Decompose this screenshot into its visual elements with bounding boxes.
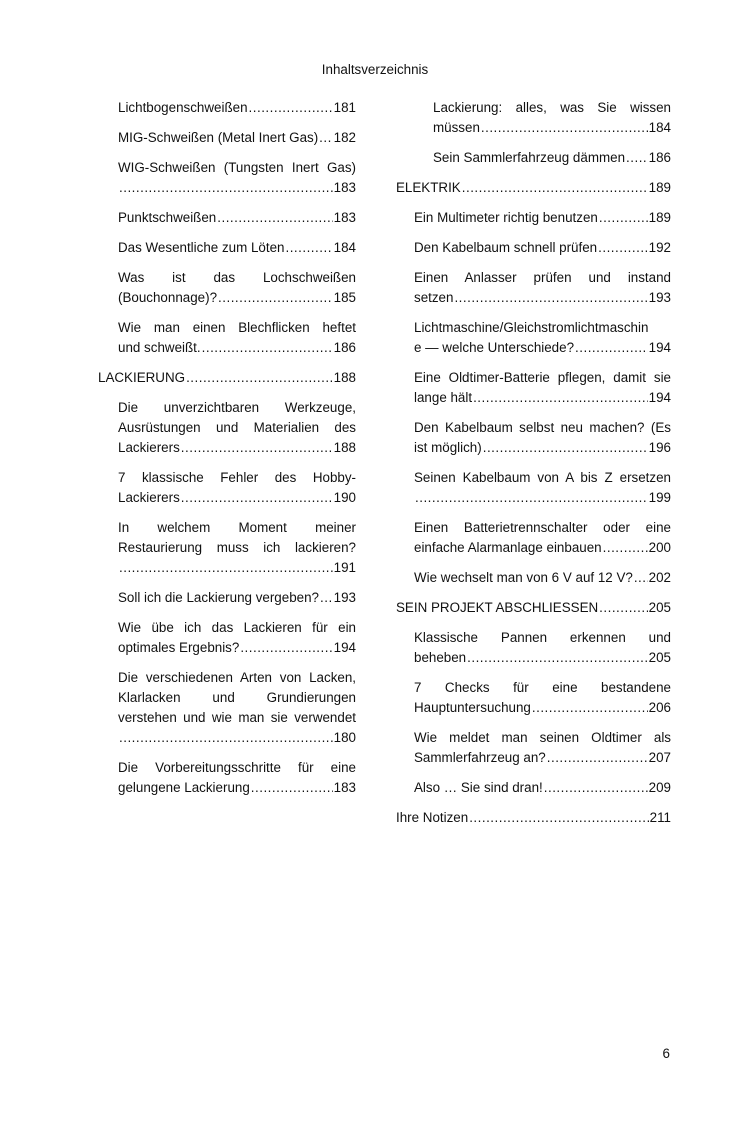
toc-entry-leader-line — [118, 338, 356, 358]
toc-entry-leader-line — [414, 698, 671, 718]
toc-entry-page: 202 — [648, 570, 671, 585]
toc-entry-line: In welchem Moment meiner — [118, 520, 356, 535]
dot-leader — [598, 238, 648, 258]
page-number: 6 — [662, 1046, 670, 1061]
toc-entry[interactable] — [396, 728, 671, 768]
toc-entry-line: Lichtmaschine/Gleichstromlichtmaschin — [414, 320, 649, 335]
toc-entry-line: Seinen Kabelbaum von A bis Z ersetzen — [414, 470, 671, 485]
dot-leader — [186, 368, 333, 388]
toc-entry[interactable] — [98, 368, 356, 388]
toc-entry-leader-line — [118, 178, 356, 198]
dot-leader — [249, 98, 333, 118]
toc-entry-leader-line — [414, 208, 671, 228]
toc-entry-title: SEIN PROJEKT ABSCHLIESSEN — [396, 600, 599, 615]
toc-entry-leader-line — [414, 338, 671, 358]
dot-leader — [217, 208, 332, 228]
dot-leader — [454, 288, 647, 308]
toc-entry-title: müssen — [433, 120, 480, 135]
toc-entry[interactable] — [98, 318, 356, 358]
toc-entry-leader-line — [118, 778, 356, 798]
toc-entry[interactable] — [98, 618, 356, 658]
toc-entry-leader-line — [396, 598, 671, 618]
toc-entry-leader-line — [98, 368, 356, 388]
toc-entry-line: 7 klassische Fehler des Hobby- — [118, 470, 356, 485]
toc-entry-page: 186 — [333, 340, 356, 355]
toc-entry[interactable] — [396, 148, 671, 168]
toc-entry-leader-line — [414, 568, 671, 588]
toc-entry-title: MIG-Schweißen (Metal Inert Gas) — [118, 130, 319, 145]
toc-entry-page: 199 — [648, 490, 671, 505]
toc-entry-line: Wie meldet man seinen Oldtimer als — [414, 730, 671, 745]
toc-entry-title: Das Wesentliche zum Löten — [118, 240, 285, 255]
dot-leader — [469, 808, 648, 828]
toc-entry-line: Die unverzichtbaren Werkzeuge, — [118, 400, 356, 415]
toc-entry-leader-line — [433, 118, 671, 138]
toc-entry[interactable] — [396, 418, 671, 458]
toc-entry-title: optimales Ergebnis? — [118, 640, 240, 655]
dot-leader — [634, 568, 648, 588]
toc-entry-page: 193 — [648, 290, 671, 305]
toc-entry-page: 188 — [333, 370, 356, 385]
toc-entry-page: 206 — [648, 700, 671, 715]
dot-leader — [467, 648, 648, 668]
toc-entry-leader-line — [433, 148, 671, 168]
toc-entry-leader-line — [396, 808, 671, 828]
toc-entry-title: Sein Sammlerfahrzeug dämmen — [433, 150, 626, 165]
toc-entry-leader-line — [118, 728, 356, 748]
toc-entry-page: 183 — [333, 210, 356, 225]
dot-leader — [119, 728, 333, 748]
toc-entry[interactable] — [396, 678, 671, 718]
toc-entry[interactable] — [396, 208, 671, 228]
toc-entry-leader-line — [414, 238, 671, 258]
toc-entry[interactable] — [98, 588, 356, 608]
toc-entry-title: Wie wechselt man von 6 V auf 12 V? — [414, 570, 633, 585]
toc-entry-page: 193 — [333, 590, 356, 605]
toc-entry-leader-line — [118, 558, 356, 578]
toc-entry-page: 181 — [333, 100, 356, 115]
dot-leader — [575, 338, 648, 358]
dot-leader — [181, 438, 333, 458]
dot-leader — [626, 148, 648, 168]
dot-leader — [544, 778, 648, 798]
toc-entry-title: lange hält — [414, 390, 473, 405]
dot-leader — [240, 638, 332, 658]
dot-leader — [603, 538, 648, 558]
toc-entry-title: Ein Multimeter richtig benutzen — [414, 210, 598, 225]
toc-entry-leader-line — [118, 128, 356, 148]
toc-entry[interactable] — [396, 628, 671, 668]
toc-entry-title: e — welche Unterschiede? — [414, 340, 575, 355]
toc-entry[interactable] — [98, 98, 356, 118]
toc-entry-page: 194 — [333, 640, 356, 655]
toc-entry-line: Klassische Pannen erkennen und — [414, 630, 671, 645]
toc-entry[interactable] — [98, 128, 356, 148]
toc-entry-title: Punktschweißen — [118, 210, 217, 225]
toc-entry-title: Lackierers — [118, 440, 180, 455]
toc-entry-page: 189 — [648, 180, 671, 195]
toc-entry-title: Lackierers — [118, 490, 180, 505]
dot-leader — [547, 748, 648, 768]
toc-entry-leader-line — [118, 588, 356, 608]
toc-entry-leader-line — [414, 488, 671, 508]
toc-entry-leader-line — [118, 288, 356, 308]
toc-entry[interactable] — [98, 268, 356, 308]
toc-entry-title: Lichtbogenschweißen — [118, 100, 248, 115]
toc-entry[interactable] — [98, 758, 356, 798]
toc-entry-page: 207 — [648, 750, 671, 765]
dot-leader — [532, 698, 648, 718]
dot-leader — [218, 288, 333, 308]
dot-leader — [285, 238, 332, 258]
toc-entry-page: 191 — [333, 560, 356, 575]
toc-entry-page: 205 — [648, 650, 671, 665]
dot-leader — [119, 178, 333, 198]
toc-entry-line: Einen Batterietrennschalter oder eine — [414, 520, 671, 535]
toc-entry[interactable] — [98, 468, 356, 508]
toc-entry-title: Also … Sie sind dran! — [414, 780, 543, 795]
toc-entry-line: WIG-Schweißen (Tungsten Inert Gas) — [118, 160, 356, 175]
toc-entry-title: Den Kabelbaum schnell prüfen — [414, 240, 598, 255]
toc-entry[interactable] — [396, 568, 671, 588]
toc-entry[interactable] — [396, 268, 671, 308]
toc-entry-leader-line — [118, 238, 356, 258]
dot-leader — [415, 488, 648, 508]
toc-entry-page: 194 — [648, 390, 671, 405]
toc-entry-leader-line — [414, 778, 671, 798]
toc-entry-line: Eine Oldtimer-Batterie pflegen, damit sie — [414, 370, 671, 385]
toc-entry-title: setzen — [414, 290, 454, 305]
toc-entry-page: 205 — [648, 600, 671, 615]
toc-entry-page: 184 — [648, 120, 671, 135]
toc-entry[interactable] — [396, 518, 671, 558]
toc-entry-line: Einen Anlasser prüfen und instand — [414, 270, 671, 285]
dot-leader — [483, 438, 648, 458]
toc-entry-leader-line — [118, 98, 356, 118]
dot-leader — [481, 118, 648, 138]
toc-entry[interactable] — [396, 778, 671, 798]
toc-entry-page: 196 — [648, 440, 671, 455]
toc-entry-title: ist möglich) — [414, 440, 482, 455]
toc-entry[interactable] — [98, 238, 356, 258]
toc-entry-line: verstehen und wie man sie verwendet — [118, 710, 356, 725]
toc-entry-leader-line — [414, 388, 671, 408]
dot-leader — [599, 598, 647, 618]
toc-entry-line: Die Vorbereitungsschritte für eine — [118, 760, 356, 775]
toc-entry-page: 186 — [648, 150, 671, 165]
dot-leader — [181, 488, 333, 508]
toc-entry[interactable] — [98, 158, 356, 198]
toc-entry-title: Ihre Notizen — [396, 810, 469, 825]
dot-leader — [202, 338, 333, 358]
toc-entry-leader-line — [396, 178, 671, 198]
toc-entry[interactable] — [396, 318, 671, 358]
toc-entry-leader-line — [414, 648, 671, 668]
toc-entry-page: 183 — [333, 180, 356, 195]
toc-entry-title: Hauptuntersuchung — [414, 700, 531, 715]
toc-entry[interactable] — [396, 468, 671, 508]
toc-entry[interactable] — [396, 178, 671, 198]
toc-entry-title: und schweißt. — [118, 340, 201, 355]
toc-entry-page: 190 — [333, 490, 356, 505]
toc-entry-title: beheben — [414, 650, 467, 665]
toc-entry-line: Wie man einen Blechflicken heftet — [118, 320, 356, 335]
toc-entry-page: 182 — [333, 130, 356, 145]
toc-entry-page: 194 — [648, 340, 671, 355]
toc-entry[interactable] — [98, 208, 356, 228]
dot-leader — [251, 778, 333, 798]
toc-entry-leader-line — [414, 438, 671, 458]
toc-entry-line: 7 Checks für eine bestandene — [414, 680, 671, 695]
toc-right-column — [396, 98, 671, 838]
toc-entry-title: Soll ich die Lackierung vergeben? — [118, 590, 319, 605]
toc-entry[interactable] — [396, 598, 671, 618]
dot-leader — [319, 128, 332, 148]
dot-leader — [599, 208, 648, 228]
toc-entry-line: Klarlacken und Grundierungen — [118, 690, 356, 705]
toc-entry-line: Wie übe ich das Lackieren für ein — [118, 620, 356, 635]
dot-leader — [119, 558, 333, 578]
toc-entry-page: 188 — [333, 440, 356, 455]
toc-entry-leader-line — [414, 748, 671, 768]
toc-entry-title: (Bouchonnage)? — [118, 290, 218, 305]
toc-entry-title: Sammlerfahrzeug an? — [414, 750, 546, 765]
toc-entry[interactable] — [396, 368, 671, 408]
toc-entry-line: Lackierung: alles, was Sie wissen — [433, 100, 671, 115]
toc-entry[interactable] — [98, 668, 356, 748]
toc-entry-line: Was ist das Lochschweißen — [118, 270, 356, 285]
toc-entry-line: Den Kabelbaum selbst neu machen? (Es — [414, 420, 671, 435]
toc-entry[interactable] — [396, 238, 671, 258]
toc-entry-page: 189 — [648, 210, 671, 225]
toc-entry-page: 185 — [333, 290, 356, 305]
toc-entry-page: 183 — [333, 780, 356, 795]
toc-entry-page: 192 — [648, 240, 671, 255]
toc-entry-line: Ausrüstungen und Materialien des — [118, 420, 356, 435]
toc-entry[interactable] — [98, 518, 356, 578]
toc-entry-title: einfache Alarmanlage einbauen — [414, 540, 602, 555]
toc-entry-title: LACKIERUNG — [98, 370, 186, 385]
page-header-title: Inhaltsverzeichnis — [321, 62, 429, 77]
toc-entry-leader-line — [414, 288, 671, 308]
toc-entry-page: 184 — [333, 240, 356, 255]
toc-entry[interactable] — [396, 808, 671, 828]
toc-entry-leader-line — [118, 438, 356, 458]
dot-leader — [320, 588, 333, 608]
toc-entry-leader-line — [118, 638, 356, 658]
toc-entry-leader-line — [118, 488, 356, 508]
toc-entry-leader-line — [118, 208, 356, 228]
toc-entry-page: 211 — [649, 810, 671, 825]
toc-left-column — [98, 98, 356, 808]
toc-entry-line: Die verschiedenen Arten von Lacken, — [118, 670, 356, 685]
toc-entry[interactable] — [98, 398, 356, 458]
toc-entry-page: 200 — [648, 540, 671, 555]
dot-leader — [462, 178, 648, 198]
toc-entry-leader-line — [414, 538, 671, 558]
toc-entry-title: ELEKTRIK — [396, 180, 461, 195]
toc-entry-page: 180 — [333, 730, 356, 745]
toc-entry-page: 209 — [648, 780, 671, 795]
toc-entry[interactable] — [396, 98, 671, 138]
toc-entry-title: gelungene Lackierung — [118, 780, 250, 795]
toc-entry-line: Restaurierung muss ich lackieren? — [118, 540, 356, 555]
dot-leader — [473, 388, 648, 408]
